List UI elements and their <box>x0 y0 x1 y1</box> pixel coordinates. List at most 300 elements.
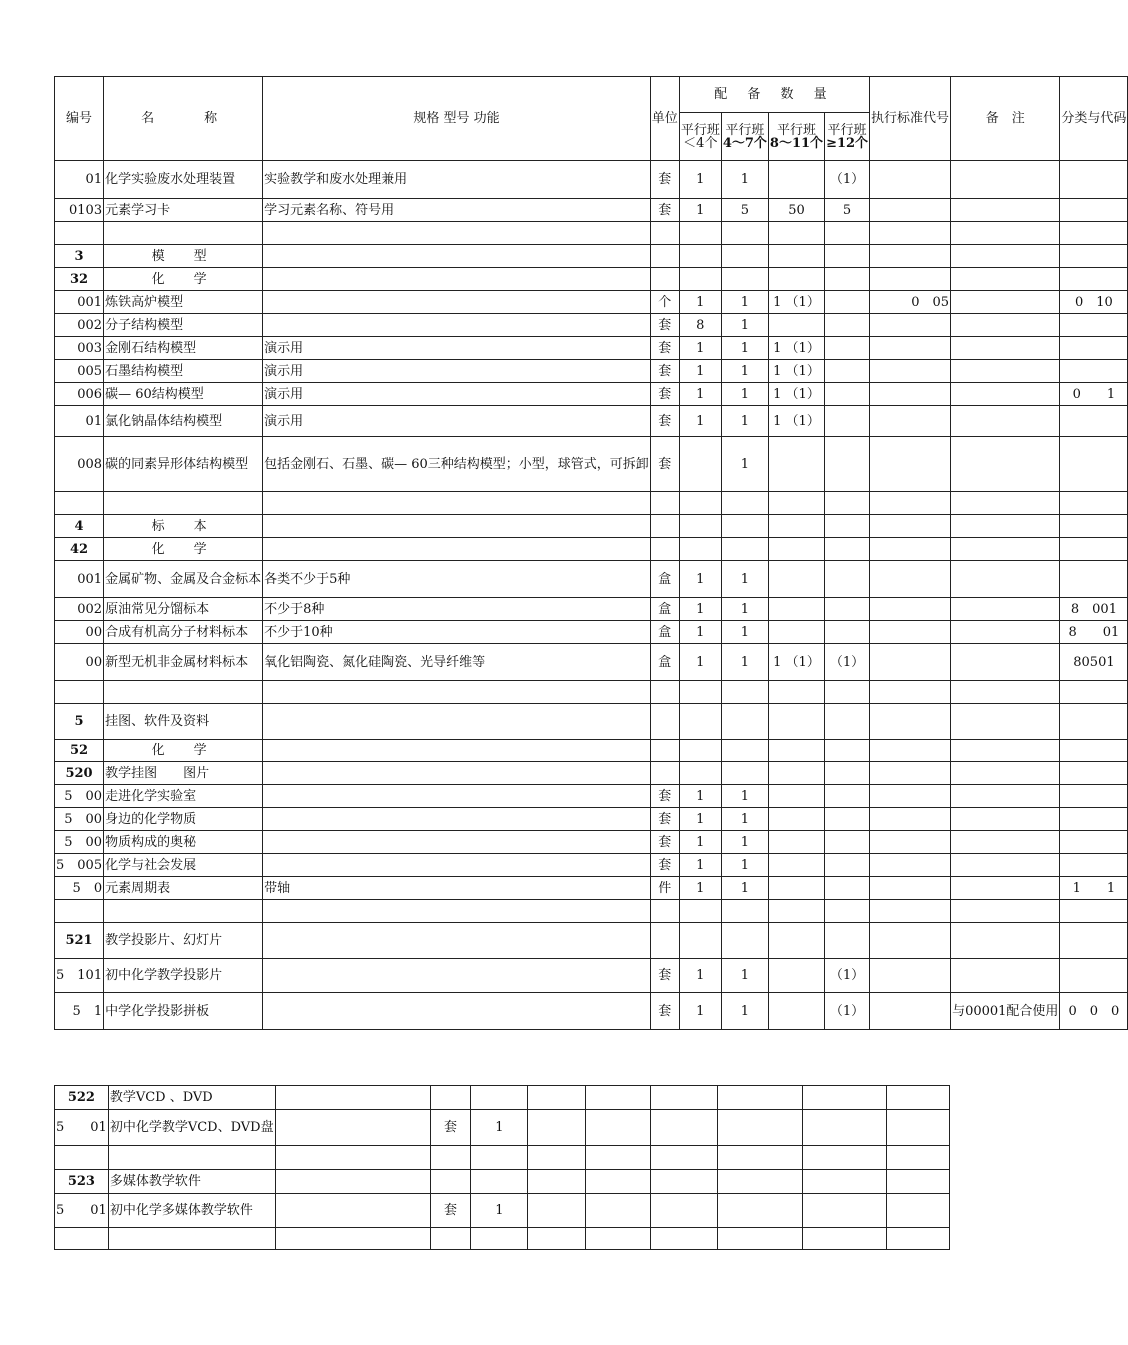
empty-cell <box>802 1228 886 1250</box>
cell-std <box>870 831 951 854</box>
empty-cell <box>263 681 651 704</box>
section-title: 多媒体教学软件 <box>108 1170 275 1194</box>
header-q4 <box>825 113 870 161</box>
empty-cell <box>430 1086 471 1110</box>
cell-name: 化学与社会发展 <box>104 854 263 877</box>
cell-note <box>951 785 1060 808</box>
cell-q2: 1 <box>721 831 768 854</box>
cell-q4 <box>651 1194 718 1228</box>
empty-cell <box>1060 740 1128 762</box>
cell-unit: 套 <box>650 808 679 831</box>
cell-cat <box>1060 337 1128 360</box>
header-name: 名 称 <box>104 77 263 161</box>
cell-unit: 套 <box>430 1110 471 1146</box>
empty-cell <box>951 538 1060 561</box>
table-row <box>55 314 1128 337</box>
cell-q3 <box>768 561 824 598</box>
empty-cell <box>275 1146 430 1170</box>
empty-cell <box>870 704 951 740</box>
cell-spec <box>275 1110 430 1146</box>
cell-spec <box>263 291 651 314</box>
cell-q2: 1 <box>721 598 768 621</box>
header-q3-line2: 8～11个 <box>769 135 824 151</box>
cell-q3 <box>768 808 824 831</box>
blank-row <box>55 900 1128 923</box>
cell-unit: 套 <box>650 161 679 199</box>
table-row <box>55 598 1128 621</box>
header-q4-line1: 平行班 <box>827 122 867 138</box>
cell-note <box>802 1194 886 1228</box>
section-number: 522 <box>55 1086 109 1110</box>
section-number: 520 <box>55 762 104 785</box>
empty-cell <box>679 762 721 785</box>
table-row <box>55 993 1128 1030</box>
cell-cat <box>1060 199 1128 222</box>
empty-cell <box>263 515 651 538</box>
table-row <box>55 291 1128 314</box>
cell-note <box>951 854 1060 877</box>
empty-cell <box>650 740 679 762</box>
empty-cell <box>768 762 824 785</box>
cell-spec: 学习元素名称、符号用 <box>263 199 651 222</box>
empty-cell <box>721 681 768 704</box>
empty-cell <box>825 740 870 762</box>
cell-q1: 1 <box>679 598 721 621</box>
cell-q2: 1 <box>721 291 768 314</box>
section-title: 化 学 <box>104 268 263 291</box>
cell-unit: 套 <box>650 785 679 808</box>
cell-q1: 1 <box>679 877 721 900</box>
empty-cell <box>721 222 768 245</box>
empty-cell <box>55 681 104 704</box>
blank-row <box>55 492 1128 515</box>
empty-cell <box>887 1146 950 1170</box>
cell-num: 001 <box>55 291 104 314</box>
empty-cell <box>870 762 951 785</box>
cell-note <box>951 877 1060 900</box>
cell-std <box>870 406 951 437</box>
empty-cell <box>471 1170 528 1194</box>
table-row <box>55 959 1128 993</box>
empty-cell <box>650 900 679 923</box>
cell-note <box>951 291 1060 314</box>
empty-cell <box>263 740 651 762</box>
cell-std <box>870 337 951 360</box>
cell-q3 <box>768 959 824 993</box>
header-q2-line1: 平行班 <box>725 122 765 138</box>
table-row <box>55 808 1128 831</box>
cell-num: 5 00 <box>55 808 104 831</box>
cell-unit: 盒 <box>650 598 679 621</box>
header-q4-line2: ≥12个 <box>826 135 869 151</box>
section-title: 教学挂图 图片 <box>104 762 263 785</box>
empty-cell <box>275 1086 430 1110</box>
empty-cell <box>825 268 870 291</box>
empty-cell <box>951 740 1060 762</box>
empty-cell <box>802 1146 886 1170</box>
cell-note <box>951 383 1060 406</box>
empty-cell <box>528 1146 586 1170</box>
cell-spec: 演示用 <box>263 360 651 383</box>
cell-q4 <box>825 437 870 492</box>
empty-cell <box>1060 515 1128 538</box>
cell-q1: 1 <box>679 406 721 437</box>
cell-num: 001 <box>55 561 104 598</box>
empty-cell <box>1060 923 1128 959</box>
header-quantity: 配 备 数 量 <box>679 77 869 113</box>
cell-unit: 套 <box>650 383 679 406</box>
empty-cell <box>586 1170 651 1194</box>
section-title: 模 型 <box>104 245 263 268</box>
cell-std <box>870 561 951 598</box>
section-row <box>55 704 1128 740</box>
section-number: 5 <box>55 704 104 740</box>
cell-unit: 套 <box>650 959 679 993</box>
cell-unit: 盒 <box>650 621 679 644</box>
cell-q2: 1 <box>721 314 768 337</box>
table-row <box>55 199 1128 222</box>
cell-q4 <box>825 831 870 854</box>
cell-unit: 盒 <box>650 561 679 598</box>
blank-row <box>55 222 1128 245</box>
empty-cell <box>887 1170 950 1194</box>
empty-cell <box>1060 222 1128 245</box>
blank-row <box>55 1146 950 1170</box>
cell-q4 <box>825 598 870 621</box>
empty-cell <box>721 245 768 268</box>
cell-std <box>870 808 951 831</box>
empty-cell <box>263 923 651 959</box>
empty-cell <box>825 222 870 245</box>
cell-spec: 演示用 <box>263 406 651 437</box>
cell-q4 <box>825 291 870 314</box>
empty-cell <box>430 1146 471 1170</box>
table-row <box>55 644 1128 681</box>
cell-num: 5 01 <box>55 1110 109 1146</box>
cell-name: 新型无机非金属材料标本 <box>104 644 263 681</box>
cell-name: 碳的同素异形体结构模型 <box>104 437 263 492</box>
table-row <box>55 854 1128 877</box>
empty-cell <box>802 1170 886 1194</box>
cell-spec <box>263 854 651 877</box>
cell-q3 <box>768 785 824 808</box>
cell-name: 炼铁高炉模型 <box>104 291 263 314</box>
empty-cell <box>768 245 824 268</box>
empty-cell <box>430 1228 471 1250</box>
cell-num: 01 <box>55 161 104 199</box>
empty-cell <box>1060 268 1128 291</box>
empty-cell <box>650 515 679 538</box>
cell-num: 5 101 <box>55 959 104 993</box>
cell-spec: 各类不少于5种 <box>263 561 651 598</box>
cell-name: 初中化学教学投影片 <box>104 959 263 993</box>
empty-cell <box>651 1170 718 1194</box>
cell-std <box>870 360 951 383</box>
cell-name: 原油常见分馏标本 <box>104 598 263 621</box>
empty-cell <box>650 245 679 268</box>
cell-q2: 1 <box>721 877 768 900</box>
cell-note <box>951 360 1060 383</box>
empty-cell <box>870 515 951 538</box>
section-title: 化 学 <box>104 538 263 561</box>
empty-cell <box>951 923 1060 959</box>
section-title: 挂图、软件及资料 <box>104 704 263 740</box>
cell-q2: 1 <box>721 360 768 383</box>
header-standard-code: 执行标准代号 <box>870 77 951 161</box>
cell-num: 5 00 <box>55 831 104 854</box>
empty-cell <box>721 538 768 561</box>
cell-q4 <box>825 808 870 831</box>
cell-q1: 1 <box>679 785 721 808</box>
cell-q1: 1 <box>679 808 721 831</box>
cell-q4 <box>825 621 870 644</box>
empty-cell <box>528 1086 586 1110</box>
cell-cat <box>1060 406 1128 437</box>
empty-cell <box>679 492 721 515</box>
empty-cell <box>55 900 104 923</box>
empty-cell <box>721 515 768 538</box>
table-row <box>55 383 1128 406</box>
cell-cat <box>1060 831 1128 854</box>
section-number: 521 <box>55 923 104 959</box>
cell-note <box>951 644 1060 681</box>
empty-cell <box>768 268 824 291</box>
cell-note <box>951 621 1060 644</box>
cell-cat <box>1060 360 1128 383</box>
cell-cat <box>1060 808 1128 831</box>
cell-q1: 1 <box>679 854 721 877</box>
cell-num: 5 01 <box>55 1194 109 1228</box>
section-title: 教学VCD 、DVD <box>108 1086 275 1110</box>
cell-note: 与00001配合使用 <box>951 993 1060 1030</box>
empty-cell <box>1060 900 1128 923</box>
cell-spec: 氧化铝陶瓷、氮化硅陶瓷、光导纤维等 <box>263 644 651 681</box>
cell-q3: 50 <box>768 199 824 222</box>
cell-name: 合成有机高分子材料标本 <box>104 621 263 644</box>
cell-spec <box>263 785 651 808</box>
cell-q4: （1） <box>825 644 870 681</box>
empty-cell <box>825 681 870 704</box>
cell-cat <box>1060 314 1128 337</box>
table-row <box>55 877 1128 900</box>
empty-cell <box>768 923 824 959</box>
cell-q1: 1 <box>679 561 721 598</box>
cell-spec <box>275 1194 430 1228</box>
cell-q3 <box>768 437 824 492</box>
empty-cell <box>528 1228 586 1250</box>
cell-note <box>951 314 1060 337</box>
cell-spec <box>263 808 651 831</box>
empty-cell <box>263 222 651 245</box>
header-unit: 单位 <box>650 77 679 161</box>
cell-note <box>951 406 1060 437</box>
cell-spec <box>263 993 651 1030</box>
cell-std <box>870 161 951 199</box>
empty-cell <box>1060 762 1128 785</box>
cell-std <box>870 993 951 1030</box>
cell-q3 <box>586 1194 651 1228</box>
cell-std <box>870 199 951 222</box>
cell-note <box>951 161 1060 199</box>
cell-std <box>870 598 951 621</box>
empty-cell <box>768 681 824 704</box>
section-row <box>55 268 1128 291</box>
empty-cell <box>870 245 951 268</box>
cell-spec <box>263 314 651 337</box>
empty-cell <box>263 245 651 268</box>
cell-q2: 1 <box>721 959 768 993</box>
cell-q4 <box>825 561 870 598</box>
cell-q4 <box>825 406 870 437</box>
empty-cell <box>586 1228 651 1250</box>
cell-std <box>870 621 951 644</box>
cell-spec: 带轴 <box>263 877 651 900</box>
cell-q2: 1 <box>721 337 768 360</box>
empty-cell <box>718 1146 802 1170</box>
cell-name: 中学化学投影拼板 <box>104 993 263 1030</box>
cell-q4: （1） <box>825 161 870 199</box>
table-row <box>55 1194 950 1228</box>
cell-q3 <box>768 161 824 199</box>
empty-cell <box>768 740 824 762</box>
section-row <box>55 923 1128 959</box>
cell-cat: 1 1 <box>1060 877 1128 900</box>
cell-q4 <box>825 877 870 900</box>
section-title: 标 本 <box>104 515 263 538</box>
empty-cell <box>721 740 768 762</box>
empty-cell <box>1060 245 1128 268</box>
cell-q1: 1 <box>471 1110 528 1146</box>
cell-unit: 套 <box>650 406 679 437</box>
cell-unit: 套 <box>650 360 679 383</box>
empty-cell <box>104 900 263 923</box>
cell-q1: 8 <box>679 314 721 337</box>
cell-name: 金刚石结构模型 <box>104 337 263 360</box>
empty-cell <box>679 681 721 704</box>
table-row <box>55 406 1128 437</box>
cell-q3: 1 （1） <box>768 383 824 406</box>
cell-unit: 件 <box>650 877 679 900</box>
cell-q4 <box>651 1110 718 1146</box>
empty-cell <box>650 268 679 291</box>
cell-name: 身边的化学物质 <box>104 808 263 831</box>
header-q1-line1: 平行班 <box>680 122 720 138</box>
cell-spec <box>263 831 651 854</box>
empty-cell <box>586 1146 651 1170</box>
cell-q1: 1 <box>679 993 721 1030</box>
empty-cell <box>651 1086 718 1110</box>
section-number: 42 <box>55 538 104 561</box>
cell-name: 元素周期表 <box>104 877 263 900</box>
cell-spec: 不少于10种 <box>263 621 651 644</box>
empty-cell <box>471 1146 528 1170</box>
cell-name: 氯化钠晶体结构模型 <box>104 406 263 437</box>
cell-q4: （1） <box>825 959 870 993</box>
empty-cell <box>802 1086 886 1110</box>
empty-cell <box>951 704 1060 740</box>
cell-q3: 1 （1） <box>768 644 824 681</box>
empty-cell <box>870 900 951 923</box>
cell-q4: （1） <box>825 993 870 1030</box>
cell-std: 0 05 <box>870 291 951 314</box>
cell-note <box>951 199 1060 222</box>
cell-name: 碳— 60结构模型 <box>104 383 263 406</box>
section-row <box>55 1170 950 1194</box>
cell-q2: 1 <box>721 808 768 831</box>
header-q1-line2: ＜4个 <box>683 135 718 151</box>
cell-num: 5 0 <box>55 877 104 900</box>
empty-cell <box>870 740 951 762</box>
empty-cell <box>825 762 870 785</box>
empty-cell <box>721 762 768 785</box>
cell-q3 <box>768 621 824 644</box>
cell-num: 00 <box>55 644 104 681</box>
cell-q2: 1 <box>721 383 768 406</box>
cell-q1: 1 <box>679 959 721 993</box>
cell-num: 002 <box>55 314 104 337</box>
cell-note <box>951 959 1060 993</box>
cell-q3 <box>768 854 824 877</box>
cell-q2: 1 <box>721 437 768 492</box>
cell-cat: 0 0 0 <box>1060 993 1128 1030</box>
cell-cat: 80501 <box>1060 644 1128 681</box>
empty-cell <box>275 1228 430 1250</box>
cell-std <box>718 1194 802 1228</box>
empty-cell <box>870 492 951 515</box>
cell-spec: 演示用 <box>263 337 651 360</box>
cell-cat: 8 001 <box>1060 598 1128 621</box>
section-row <box>55 538 1128 561</box>
cell-name: 初中化学教学VCD、DVD盘 <box>108 1110 275 1146</box>
cell-note <box>951 337 1060 360</box>
empty-cell <box>275 1170 430 1194</box>
cell-q4 <box>825 337 870 360</box>
empty-cell <box>718 1086 802 1110</box>
cell-q2 <box>528 1110 586 1146</box>
cell-q4 <box>825 383 870 406</box>
empty-cell <box>951 492 1060 515</box>
cell-q4: 5 <box>825 199 870 222</box>
cell-cat: 0 1 <box>1060 383 1128 406</box>
empty-cell <box>768 900 824 923</box>
empty-cell <box>870 268 951 291</box>
empty-cell <box>679 740 721 762</box>
empty-cell <box>263 492 651 515</box>
empty-cell <box>430 1170 471 1194</box>
cell-q3 <box>768 831 824 854</box>
cell-q1: 1 <box>679 199 721 222</box>
empty-cell <box>679 222 721 245</box>
cell-num: 006 <box>55 383 104 406</box>
section-row <box>55 1086 950 1110</box>
cell-cat <box>1060 561 1128 598</box>
empty-cell <box>263 704 651 740</box>
section-title: 教学投影片、幻灯片 <box>104 923 263 959</box>
empty-cell <box>1060 538 1128 561</box>
cell-q1 <box>679 437 721 492</box>
section-row <box>55 740 1128 762</box>
empty-cell <box>55 492 104 515</box>
table-row <box>55 337 1128 360</box>
cell-std <box>870 644 951 681</box>
cell-std <box>870 854 951 877</box>
cell-name: 石墨结构模型 <box>104 360 263 383</box>
empty-cell <box>679 268 721 291</box>
cell-cat <box>1060 959 1128 993</box>
cell-note <box>951 598 1060 621</box>
blank-row <box>55 1228 950 1250</box>
empty-cell <box>650 222 679 245</box>
